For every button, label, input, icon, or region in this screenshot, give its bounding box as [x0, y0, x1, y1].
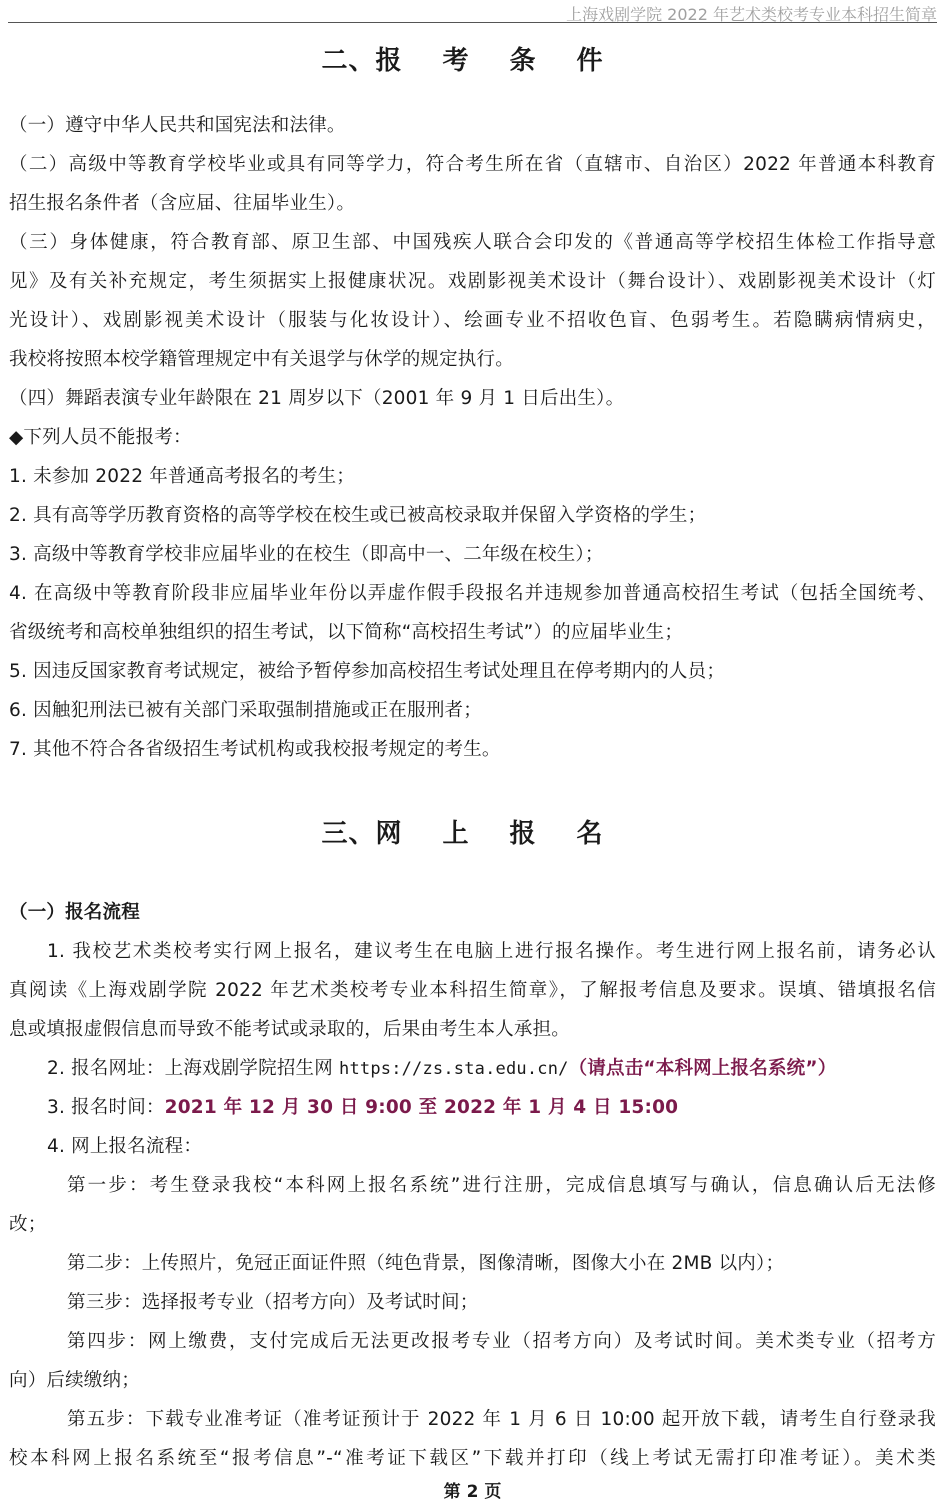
process-item-4: 4. 网上报名流程：	[47, 1136, 203, 1157]
section-3-title	[0, 813, 945, 850]
registration-process-heading: （一）报名流程	[9, 902, 140, 923]
ineligible-item-7: 7. 其他不符合各省级招生考试机构或我校报考规定的考生。	[9, 739, 501, 760]
process-item-3	[47, 1088, 936, 1127]
process-item-1-line-1: 1. 我校艺术类校考实行网上报名，建议考生在电脑上进行报名操作。考生进行网上报名前，请务必认	[47, 941, 936, 962]
section-3-title-part: 报	[509, 819, 537, 849]
ineligible-item-4-line-2: 省级统考和高校单独组织的招生考试，以下简称“高校招生考试”）的应届毕业生；	[9, 622, 684, 643]
step-4-line-2: 向）后续缴纳；	[9, 1370, 140, 1391]
step-2: 第二步：上传照片，免冠正面证件照（纯色背景，图像清晰，图像大小在 2MB 以内）；	[67, 1253, 785, 1274]
ineligible-item-1: 1. 未参加 2022 年普通高考报名的考生；	[9, 466, 355, 487]
step-1-line-2: 改；	[9, 1214, 47, 1235]
registration-time-label: 3. 报名时间：	[47, 1097, 165, 1118]
step-4-line-1: 第四步：网上缴费，支付完成后无法更改报考专业（招考方向）及考试时间。美术类专业（招考方	[67, 1331, 936, 1352]
registration-time-value: 2021 年 12 月 30 日 9:00 至 2022 年 1 月 4 日 15:00	[164, 1097, 679, 1118]
section-2-title-part: 考	[442, 46, 470, 76]
running-header: 上海戏剧学院 2022 年艺术类校考专业本科招生简章	[566, 5, 937, 24]
condition-3-line-3: 光设计）、戏剧影视美术设计（服装与化妆设计）、绘画专业不招收色盲、色弱考生。若隐瞒病情病史，	[9, 310, 936, 331]
step-5-line-2: 校本科网上报名系统至“报考信息”-“准考证下载区”下载并打印（线上考试无需打印准考证）。美术类	[9, 1448, 936, 1469]
section-2-title-part: 件	[576, 46, 604, 76]
registration-url-note: （请点击“本科网上报名系统”）	[568, 1058, 837, 1079]
section-2-title-part: 二、报	[321, 46, 403, 76]
condition-3-line-1: （三）身体健康，符合教育部、原卫生部、中国残疾人联合会印发的《普通高等学校招生体检工作指导意	[9, 232, 936, 253]
ineligible-item-5: 5. 因违反国家教育考试规定，被给予暂停参加高校招生考试处理且在停考期内的人员；	[9, 661, 726, 682]
section-3-title-part: 三、网	[321, 819, 403, 849]
condition-3-line-2: 见》及有关补充规定，考生须据实上报健康状况。戏剧影视美术设计（舞台设计）、戏剧影视美术设计（灯	[9, 271, 936, 292]
section-3-title-part: 名	[576, 819, 604, 849]
process-item-1-line-3: 息或填报虚假信息而导致不能考试或录取的，后果由考生本人承担。	[9, 1019, 571, 1040]
process-item-1-line-2: 真阅读《上海戏剧学院 2022 年艺术类校考专业本科招生简章》，了解报考信息及要求。误填、错填报名信	[9, 980, 936, 1001]
process-item-2	[47, 1049, 936, 1088]
condition-2-line-2: 招生报名条件者（含应届、往届毕业生）。	[9, 193, 356, 214]
condition-4: （四）舞蹈表演专业年龄限在 21 周岁以下（2001 年 9 月 1 日后出生）。	[9, 388, 625, 409]
page-number: 第 2 页	[443, 1482, 502, 1502]
ineligible-item-6: 6. 因触犯刑法已被有关部门采取强制措施或正在服刑者；	[9, 700, 482, 721]
section-3-title-part: 上	[442, 819, 470, 849]
header-rule	[8, 22, 937, 23]
registration-url-link[interactable]: https://zs.sta.edu.cn/	[339, 1059, 569, 1079]
registration-url-label: 2. 报名网址：上海戏剧学院招生网	[47, 1058, 340, 1079]
condition-1: （一）遵守中华人民共和国宪法和法律。	[9, 115, 346, 136]
section-2-title	[0, 40, 945, 77]
condition-2-line-1: （二）高级中等教育学校毕业或具有同等学力，符合考生所在省（直辖市、自治区）2022 年普通本科教育	[9, 154, 936, 175]
step-3: 第三步：选择报考专业（招考方向）及考试时间；	[67, 1292, 479, 1313]
step-1-line-1: 第一步：考生登录我校“本科网上报名系统”进行注册，完成信息填写与确认，信息确认后无法修	[67, 1175, 936, 1196]
step-5-line-1: 第五步：下载专业准考证（准考证预计于 2022 年 1 月 6 日 10:00 起开放下载，请考生自行登录我	[67, 1409, 936, 1430]
condition-3-line-4: 我校将按照本校学籍管理规定中有关退学与休学的规定执行。	[9, 349, 514, 370]
ineligible-item-4-line-1: 4. 在高级中等教育阶段非应届毕业年份以弄虚作假手段报名并违规参加普通高校招生考试（包括全国统考、	[9, 583, 936, 604]
ineligible-item-3: 3. 高级中等教育学校非应届毕业的在校生（即高中一、二年级在校生）；	[9, 544, 604, 565]
section-2-title-part: 条	[509, 46, 537, 76]
ineligible-heading: ◆下列人员不能报考：	[9, 427, 192, 448]
ineligible-item-2: 2. 具有高等学历教育资格的高等学校在校生或已被高校录取并保留入学资格的学生；	[9, 505, 707, 526]
